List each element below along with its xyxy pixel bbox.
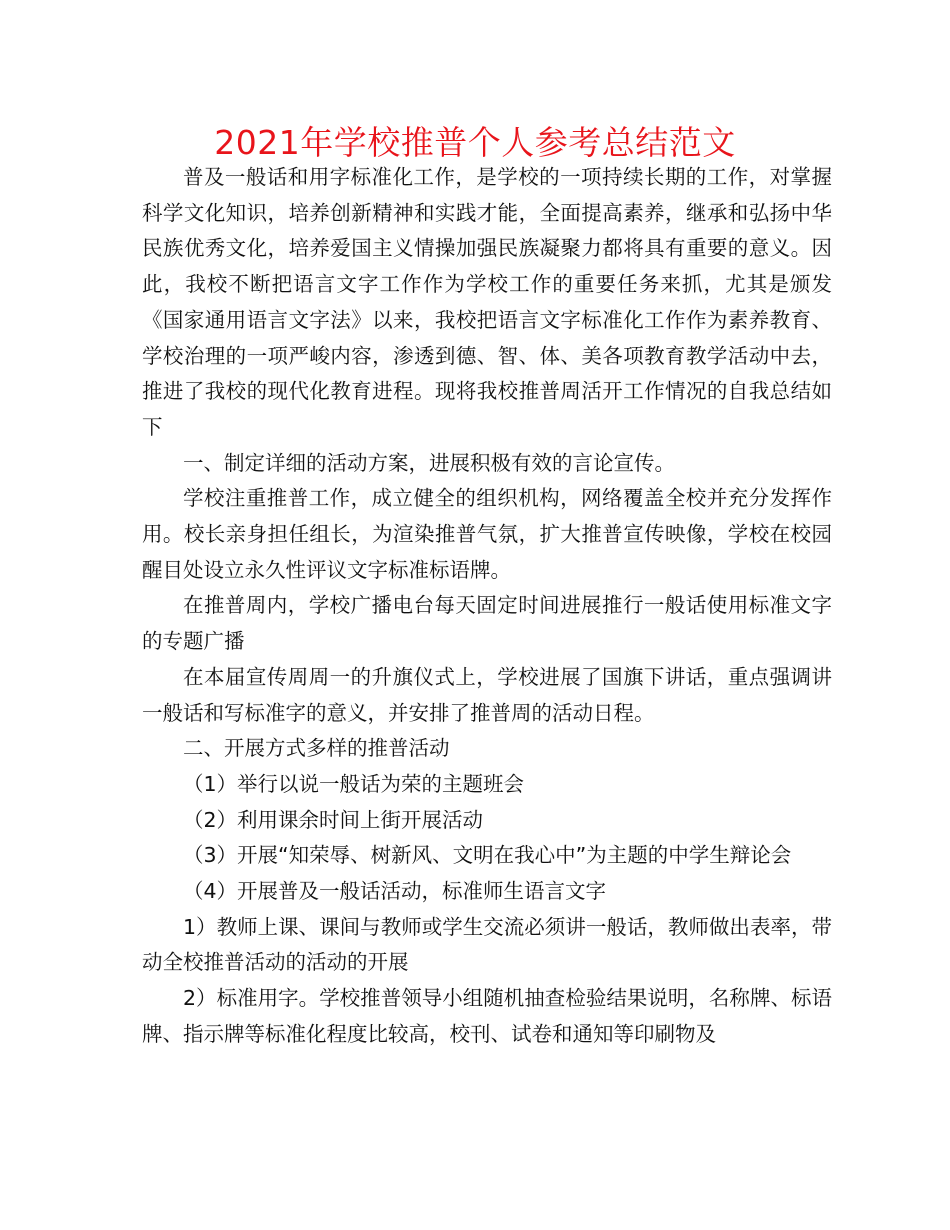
list-item: （1）举行以说一般话为荣的主题班会 [183,771,525,796]
paragraph-organization: 学校注重推普工作，成立健全的组织机构，网络覆盖全校并充分发挥作用。校长亲身担任组长，为渲染推普气氛，扩大推普宣传映像，学校在校园醒目处设立永久性评议文字标准标语牌。 [142,486,832,582]
document-title: 2021年学校推普个人参考总结范文 [214,123,736,162]
paragraph-broadcast: 在推普周内，学校广播电台每天固定时间进展推行一般话使用标准文字的专题广播 [142,593,832,654]
section-heading-1: 一、制定详细的活动方案，进展积极有效的言论宣传。 [183,450,675,475]
sub-item: 1）教师上课、课间与教师或学生交流必须讲一般话，教师做出表率，带动全校推普活动的活动的开展 [142,914,832,975]
list-item: （4）开展普及一般话活动，标准师生语言文字 [183,879,607,904]
list-item: （2）利用课余时间上街开展活动 [183,807,484,832]
document-body [142,160,832,1053]
section-heading-2: 二、开展方式多样的推普活动 [183,736,450,761]
paragraph-flag-ceremony: 在本届宣传周周一的升旗仪式上，学校进展了国旗下讲话，重点强调讲一般话和写标准字的意义，并安排了推普周的活动日程。 [142,664,832,725]
sub-item: 2）标准用字。学校推普领导小组随机抽查检验结果说明，名称牌、标语牌、指示牌等标准化程度比较高，校刊、试卷和通知等印刷物及 [142,986,832,1046]
list-item: （3）开展“知荣辱、树新风、文明在我心中”为主题的中学生辩论会 [183,843,792,868]
paragraph-intro: 普及一般话和用字标准化工作，是学校的一项持续长期的工作，对掌握科学文化知识，培养创新精神和实践才能，全面提高素养，继承和弘扬中华民族优秀文化，培养爱国主义情操加强民族凝聚力都将具有重要的意义。因此，我校不断把语言文字工作作为学校工作的重要任务来抓，尤其是颁发《国家通用语言文字法》以来，我校把语言文字标准化工作作为素养教育、学校治理的一项严峻内容，渗透到德、智、体、美各项教育教学活动中去，推进了我校的现代化教育进程。现将我校推普周活开工作情况的自我总结如下 [142,165,832,439]
